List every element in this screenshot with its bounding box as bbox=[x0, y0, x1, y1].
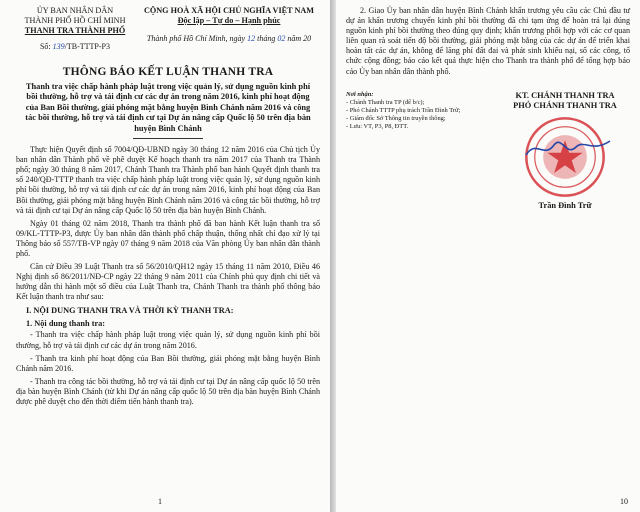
content-item-2: - Thanh tra kinh phí hoạt động của Ban Bồi thường, giải phóng mặt bằng huyện Bình Chánh năm 2016. bbox=[16, 353, 320, 373]
page-number-left: 1 bbox=[158, 497, 162, 506]
title-divider bbox=[133, 138, 203, 139]
recipients-list bbox=[346, 91, 486, 211]
doc-number-handwritten: 139 bbox=[52, 42, 65, 51]
recipient-item: - Lưu: VT, P3, P8, ĐTT. bbox=[346, 123, 409, 131]
recipient-item: - Giám đốc Sở Thông tin truyền thông; bbox=[346, 115, 446, 123]
recipient-item: - Chánh Thanh tra TP (để b/c); bbox=[346, 98, 425, 106]
subsection-heading-1-1: 1. Nội dung thanh tra: bbox=[26, 319, 106, 329]
signature-block bbox=[500, 91, 630, 211]
signer-name: Trần Đình Trữ bbox=[538, 201, 592, 211]
signature-title-1: KT. CHÁNH THANH TRA bbox=[515, 90, 615, 100]
paragraph-3: Căn cứ Điều 39 Luật Thanh tra số 56/2010/QH12 ngày 15 tháng 11 năm 2010, Điều 46 Nghị định số 86/2011/NĐ-CP ngày 22 tháng 9 năm 2011 của Chính phủ quy định chi tiết và hướng dẫn thi hành một số điều của Luật Thanh tra, Chánh Thanh tra thành phố thông báo Kết luận thanh tra như sau: bbox=[16, 262, 320, 302]
recipient-item: - Phó Chánh TTTP phụ trách Trần Đình Trữ; bbox=[346, 107, 461, 115]
document-title: THÔNG BÁO KẾT LUẬN THANH TRA bbox=[62, 66, 274, 78]
doc-number-prefix: Số: bbox=[39, 42, 51, 51]
issuing-agency-block bbox=[16, 6, 134, 52]
handwritten-signature-icon bbox=[518, 133, 618, 163]
right-page bbox=[336, 0, 640, 512]
signature-title-2: PHÓ CHÁNH THANH TRA bbox=[513, 101, 617, 111]
date-mid: tháng bbox=[257, 34, 276, 43]
document-subtitle: Thanh tra việc chấp hành pháp luật trong việc quản lý, sử dụng nguồn kinh phí bồi thường, hỗ trợ và tái định cư các dự án trong năm 2016, kinh phí hoạt động của Ban Bồi thường, giải phóng mặt bằng huyện Bình Chánh năm 2016 và công tác bồi thường, hỗ trợ và tái định cư tại Dự án nâng cấp Quốc lộ 50 trên địa bàn huyện Bình Chánh bbox=[25, 82, 311, 133]
national-motto: Độc lập – Tự do – Hạnh phúc bbox=[177, 16, 281, 25]
page-number-right: 10 bbox=[620, 497, 628, 506]
document-number bbox=[16, 42, 134, 52]
content-item-1: - Thanh tra việc chấp hành pháp luật trong việc quản lý, sử dụng nguồn kinh phí bồi thường, hỗ trợ và tái định cư các dự án trong năm 2016. bbox=[16, 330, 320, 350]
issue-date bbox=[138, 34, 320, 44]
paragraph-1: Thực hiện Quyết định số 7004/QĐ-UBND ngày 30 tháng 12 năm 2016 của Chủ tịch Ủy ban nhân dân Thành phố về phê duyệt Kế hoạch thanh tra năm 2017 của Thanh tra Thành phố; ngày 30 tháng 8 năm 2017, Chánh Thanh tra Thành phố ban hành Quyết định thanh tra số 240/QĐ-TTTP thanh tra việc chấp hành pháp luật trong việc quản lý, sử dụng nguồn kinh phí bồi thường, hỗ trợ và tái định cư các dự án trong năm 2016, kinh phí hoạt động của Ban Bồi thường, giải phóng mặt bằng huyện Bình Chánh năm 2016 và công tác bồi thường, hỗ trợ và tái định cư tại Dự án nâng cấp Quốc lộ 50 trên địa bàn huyện Bình Chánh. bbox=[16, 145, 320, 215]
agency-line-3: THANH TRA THÀNH PHỐ bbox=[24, 26, 126, 35]
closing-block bbox=[346, 91, 630, 211]
national-motto-block bbox=[138, 6, 320, 52]
date-day: 12 bbox=[247, 34, 256, 43]
agency-line-1: ỦY BAN NHÂN DÂN bbox=[36, 6, 114, 15]
section-heading-1: I. NỘI DUNG THANH TRA VÀ THỜI KỲ THANH TRA: bbox=[26, 306, 234, 316]
nation-name: CỘNG HOÀ XÃ HỘI CHỦ NGHĨA VIỆT NAM bbox=[143, 6, 315, 15]
date-prefix: Thành phố Hồ Chí Minh, ngày bbox=[146, 34, 246, 43]
doc-number-suffix: /TB-TTTP-P3 bbox=[64, 42, 110, 51]
document-header bbox=[16, 6, 320, 52]
agency-line-2: THÀNH PHỐ HỒ CHÍ MINH bbox=[24, 16, 126, 25]
date-month: 02 bbox=[277, 34, 286, 43]
recipients-title: Nơi nhận: bbox=[346, 90, 374, 98]
date-year: năm 20 bbox=[287, 34, 312, 43]
content-item-3: - Thanh tra công tác bồi thường, hỗ trợ và tái định cư tại Dự án nâng cấp quốc lộ 50 trên địa bàn huyện Bình Chánh (từ khi Dự án nâng cấp quốc lộ 50 trên địa bàn huyện Bình Chánh được phê duyệt cho đến thời điểm tiến hành thanh tra). bbox=[16, 376, 320, 406]
paragraph-2: Ngày 01 tháng 02 năm 2018, Thanh tra thành phố đã ban hành Kết luận thanh tra số 09/KL-TTTP-P3, được Ủy ban nhân dân thành phố chấp thuận, thống nhất chỉ đạo xử lý tại Thông báo số 557/TB-VP ngày 07 tháng 9 năm 2018 của Văn phòng Ủy ban nhân dân thành phố. bbox=[16, 218, 320, 258]
instruction-paragraph-2: 2. Giao Ủy ban nhân dân huyện Bình Chánh khẩn trương yêu cầu các Chủ đầu tư dự án khẩn trương chuyển kinh phí bồi thường đã chi tạm ứng để hoàn trả lại đúng nguồn kinh phí bồi thường theo đúng quy định; khẩn trương phối hợp với các cơ quan liên quan rà soát tiến độ bồi thường, giải phóng mặt bằng của các dự án để triển khai hoàn tất các dự án, không để lãng phí đất đai và phát sinh khiếu nại, số các công, tổ chức cộng đồng; báo cáo kết quả thực hiện cho Thanh tra thành phố để tổng hợp báo cáo Ủy ban nhân dân thành phố. bbox=[346, 6, 630, 76]
